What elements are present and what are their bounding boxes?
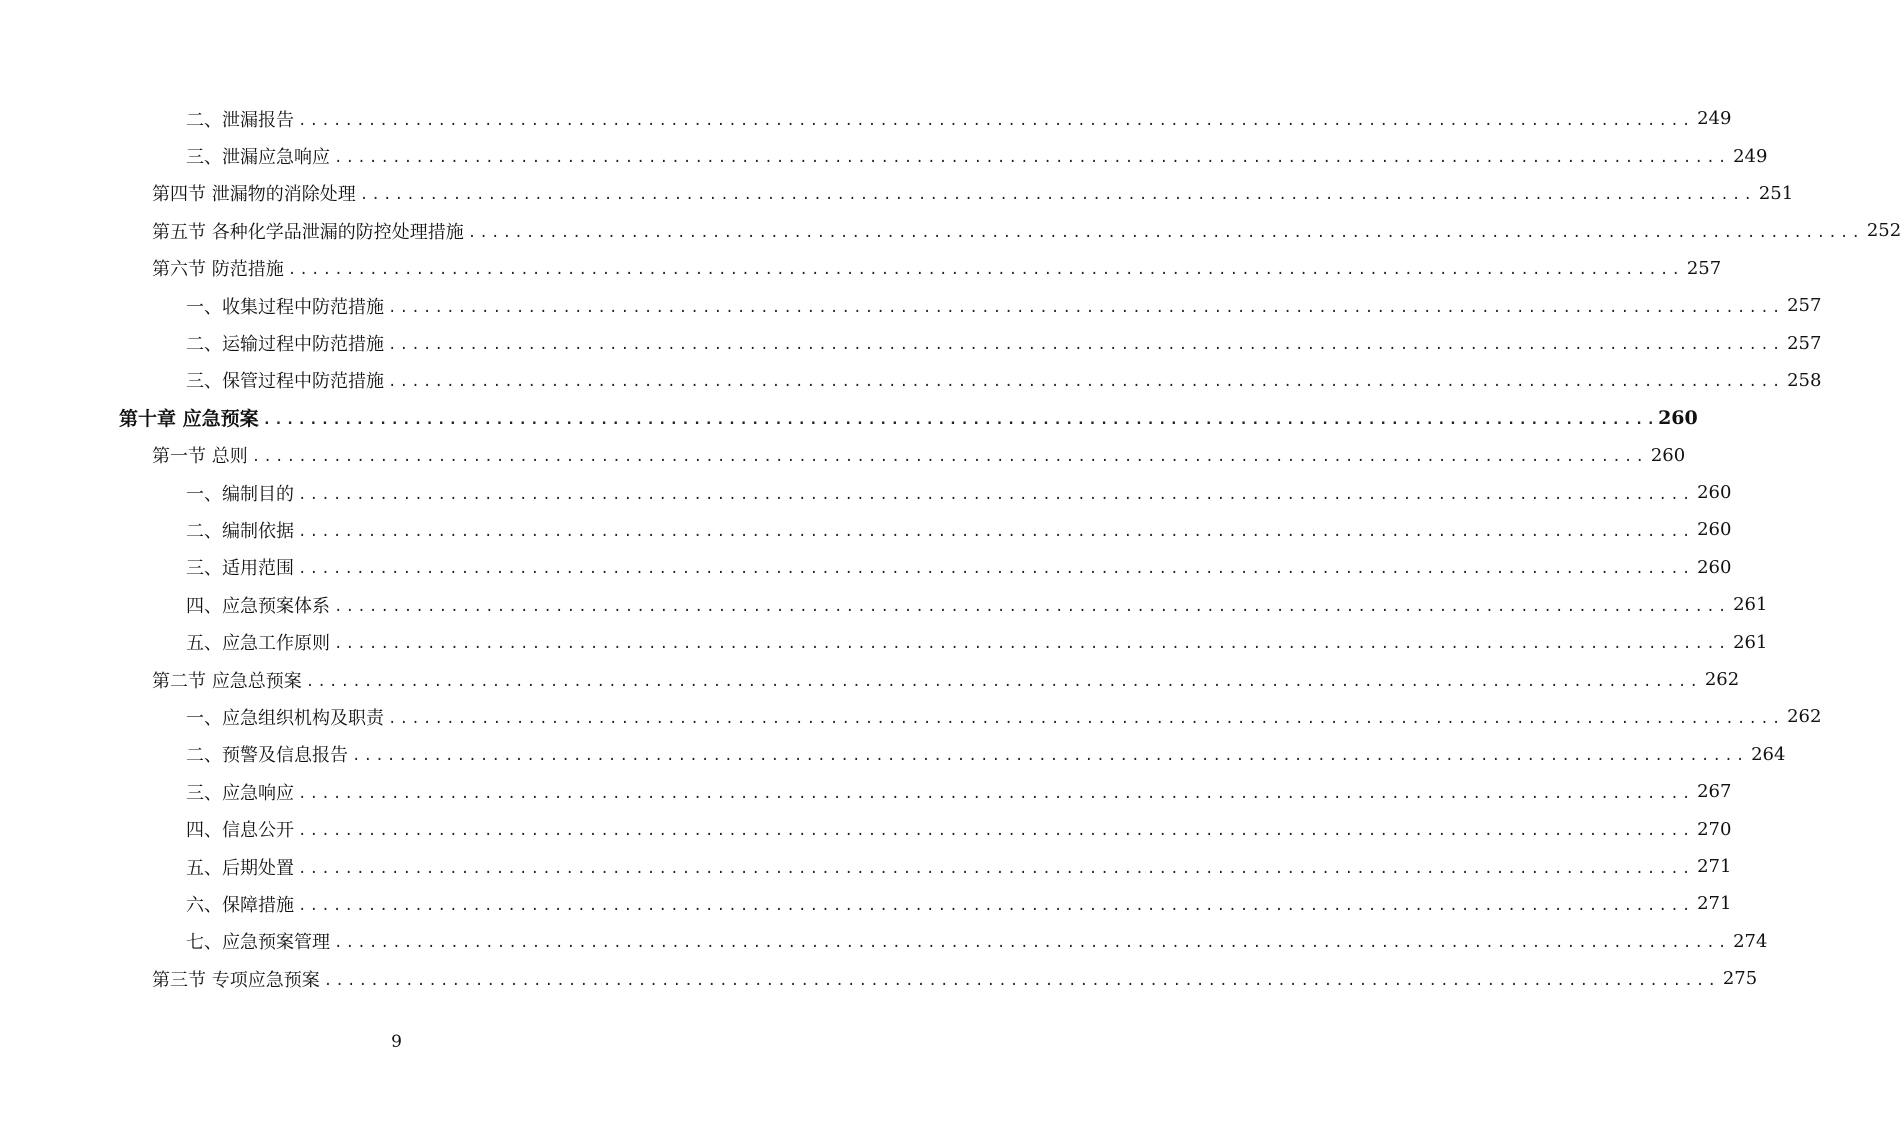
toc-entry[interactable] bbox=[0, 661, 1740, 698]
toc-entry-page: 260 bbox=[1697, 482, 1732, 504]
dot-leader: ........................................................................................................................ bbox=[298, 860, 1694, 877]
toc-entry[interactable] bbox=[0, 885, 1732, 922]
toc-entry-page: 270 bbox=[1697, 818, 1732, 840]
toc-entry-page: 257 bbox=[1686, 257, 1722, 279]
toc-entry[interactable] bbox=[0, 137, 1768, 174]
dot-leader: ........................................................................................................................ bbox=[352, 748, 1748, 765]
toc-entry-page: 260 bbox=[1697, 556, 1732, 578]
dot-leader: ........................................................................................................................ bbox=[323, 972, 1720, 989]
toc-entry-label: 二、预警及信息报告 bbox=[186, 745, 348, 767]
toc-entry[interactable] bbox=[0, 736, 1786, 773]
toc-entry-label: 二、泄漏报告 bbox=[186, 109, 294, 131]
toc-entry[interactable] bbox=[0, 511, 1732, 548]
toc-entry-page: 257 bbox=[1787, 332, 1822, 354]
toc-entry-label: 三、保管过程中防范措施 bbox=[186, 371, 384, 393]
dot-leader: ........................................................................................................................ bbox=[334, 598, 1730, 615]
toc-entry-label: 第十章 应急预案 bbox=[119, 408, 259, 431]
dot-leader: ........................................................................................................................ bbox=[334, 935, 1730, 952]
dot-leader: ........................................................................................................................ bbox=[298, 823, 1694, 840]
dot-leader: ........................................................................................................................ bbox=[298, 785, 1694, 802]
toc-entry-page: 260 bbox=[1650, 444, 1686, 466]
toc-entry-label: 五、后期处置 bbox=[186, 857, 294, 879]
toc-entry[interactable] bbox=[0, 960, 1758, 997]
toc-entry-label: 六、保障措施 bbox=[186, 894, 294, 916]
toc-entry[interactable] bbox=[0, 773, 1732, 810]
toc-entry-label: 四、信息公开 bbox=[186, 820, 294, 842]
dot-leader: ........................................................................................................................ bbox=[298, 561, 1694, 578]
toc-entry-page: 271 bbox=[1697, 893, 1732, 915]
toc-entry-page: 251 bbox=[1758, 182, 1794, 204]
toc-entry-label: 一、应急组织机构及职责 bbox=[186, 707, 384, 729]
toc-entry-label: 二、编制依据 bbox=[186, 520, 294, 542]
dot-leader: ........................................................................................................................ bbox=[298, 523, 1694, 540]
toc-entry[interactable] bbox=[0, 175, 1794, 212]
toc-entry[interactable] bbox=[0, 362, 1822, 399]
toc-entry[interactable] bbox=[0, 923, 1768, 960]
toc-entry[interactable] bbox=[0, 848, 1732, 885]
toc-entry-label: 三、应急响应 bbox=[186, 782, 294, 804]
toc-entry-page: 267 bbox=[1697, 781, 1732, 803]
dot-leader: ........................................................................................................................ bbox=[334, 636, 1730, 653]
toc-entry-page: 275 bbox=[1722, 968, 1758, 990]
toc-entry-page: 261 bbox=[1733, 631, 1768, 653]
toc-entry-page: 257 bbox=[1787, 295, 1822, 317]
dot-leader: ........................................................................................................................ bbox=[298, 897, 1694, 914]
toc-entry-page: 264 bbox=[1751, 743, 1786, 765]
toc-entry[interactable] bbox=[0, 549, 1732, 586]
toc-entry-page: 271 bbox=[1697, 856, 1732, 877]
toc-entry-label: 三、泄漏应急响应 bbox=[186, 147, 330, 169]
toc-entry[interactable] bbox=[0, 623, 1768, 660]
toc-entry[interactable] bbox=[0, 399, 1698, 436]
toc-entry-page: 260 bbox=[1697, 519, 1732, 541]
dot-leader: ........................................................................................................................ bbox=[388, 374, 1784, 391]
dot-leader: ........................................................................................................................ bbox=[388, 299, 1784, 316]
page-number: 9 bbox=[391, 1032, 402, 1052]
toc-entry-page: 262 bbox=[1787, 706, 1822, 728]
toc-entry[interactable] bbox=[0, 437, 1686, 474]
toc-entry-label: 第六节 防范措施 bbox=[152, 259, 284, 281]
toc-entry-page: 262 bbox=[1704, 669, 1740, 691]
toc-entry[interactable] bbox=[0, 250, 1722, 287]
dot-leader: ........................................................................................................................ bbox=[305, 673, 1702, 690]
toc-entry-label: 第三节 专项应急预案 bbox=[152, 969, 320, 991]
dot-leader: ........................................................................................................................ bbox=[298, 112, 1694, 129]
toc-entry-label: 七、应急预案管理 bbox=[186, 932, 330, 954]
toc-entry-label: 第四节 泄漏物的消除处理 bbox=[152, 184, 356, 206]
toc-entry-page: 274 bbox=[1733, 930, 1768, 952]
dot-leader: ........................................................................................................................ bbox=[388, 710, 1784, 727]
toc-entry[interactable] bbox=[0, 287, 1822, 324]
dot-leader: ........................................................................................................................ bbox=[251, 449, 1648, 466]
dot-leader: ........................................................................................................................ bbox=[467, 224, 1864, 241]
toc-entry-label: 第一节 总则 bbox=[152, 446, 248, 468]
toc-entry-label: 二、运输过程中防范措施 bbox=[186, 334, 384, 356]
toc-entry[interactable] bbox=[0, 586, 1768, 623]
toc-entry[interactable] bbox=[0, 698, 1822, 735]
dot-leader: ........................................................................................................................ bbox=[359, 187, 1756, 204]
toc-entry[interactable] bbox=[0, 474, 1732, 511]
table-of-contents bbox=[0, 100, 1901, 997]
dot-leader: ........................................................................................................................ bbox=[298, 486, 1694, 503]
toc-entry-page: 249 bbox=[1733, 145, 1768, 167]
dot-leader: ........................................................................................................................ bbox=[262, 411, 1659, 428]
toc-entry-page: 252 bbox=[1866, 220, 1901, 242]
toc-entry[interactable] bbox=[0, 324, 1822, 361]
dot-leader: ........................................................................................................................ bbox=[334, 150, 1730, 167]
toc-entry-page: 261 bbox=[1733, 594, 1768, 616]
toc-entry-page: 260 bbox=[1658, 406, 1698, 429]
dot-leader: ........................................................................................................................ bbox=[287, 262, 1684, 279]
toc-entry-label: 一、编制目的 bbox=[186, 483, 294, 505]
toc-entry-label: 五、应急工作原则 bbox=[186, 633, 330, 655]
toc-entry-label: 第二节 应急总预案 bbox=[152, 670, 302, 692]
dot-leader: ........................................................................................................................ bbox=[388, 337, 1784, 354]
toc-entry-label: 一、收集过程中防范措施 bbox=[186, 296, 384, 318]
toc-entry-page: 258 bbox=[1787, 369, 1822, 391]
toc-entry[interactable] bbox=[0, 810, 1732, 847]
toc-entry[interactable] bbox=[0, 212, 1901, 249]
toc-entry-label: 第五节 各种化学品泄漏的防控处理措施 bbox=[152, 221, 464, 243]
toc-entry-label: 四、应急预案体系 bbox=[186, 595, 330, 617]
toc-entry[interactable] bbox=[0, 100, 1732, 137]
toc-entry-label: 三、适用范围 bbox=[186, 558, 294, 580]
toc-entry-page: 249 bbox=[1697, 108, 1732, 130]
